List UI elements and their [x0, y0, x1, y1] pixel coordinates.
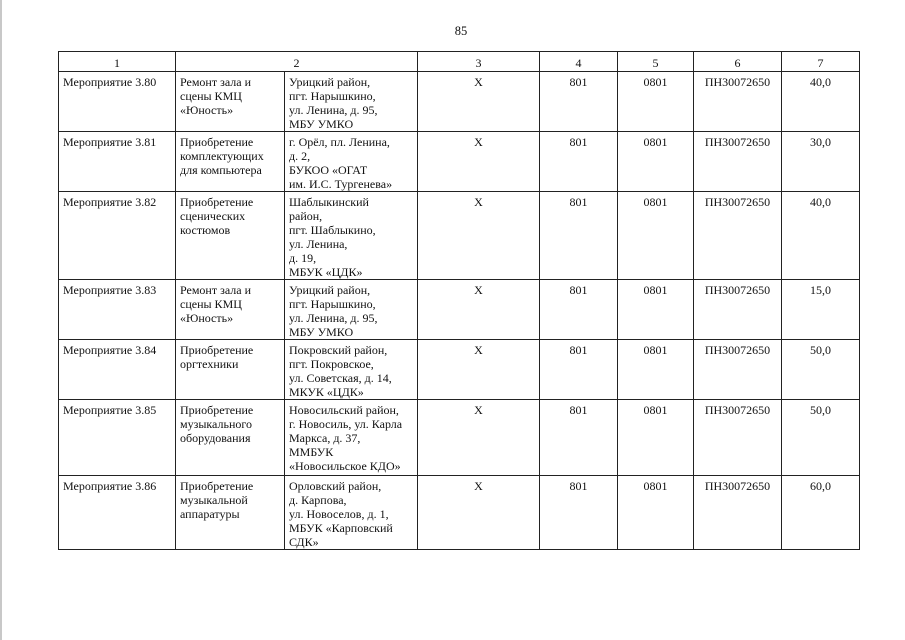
location-cell: Покровский район, пгт. Покровское, ул. Советская, д. 14, МКУК «ЦДК»	[285, 340, 418, 400]
amount-cell: 50,0	[782, 400, 860, 476]
location-cell: Шаблыкинский район, пгт. Шаблыкино, ул. Ленина, д. 19, МБУК «ЦДК»	[285, 192, 418, 280]
table-row	[59, 132, 860, 192]
code-801-cell: 801	[540, 280, 618, 340]
target-article-cell: ПН30072650	[694, 132, 782, 192]
name-cell: Приобретение сценических костюмов	[176, 192, 285, 280]
code-x-cell: Х	[418, 280, 540, 340]
table-row	[59, 340, 860, 400]
column-header: 5	[618, 52, 694, 72]
location-cell: Орловский район, д. Карпова, ул. Новоселов, д. 1, МБУК «Карповский СДК»	[285, 476, 418, 550]
code-0801-cell: 0801	[618, 192, 694, 280]
page-number: 85	[454, 24, 468, 38]
name-cell: Приобретение музыкального оборудования	[176, 400, 285, 476]
name-cell: Приобретение комплектующих для компьютера	[176, 132, 285, 192]
name-cell: Приобретение оргтехники	[176, 340, 285, 400]
amount-cell: 50,0	[782, 340, 860, 400]
target-article-cell: ПН30072650	[694, 72, 782, 132]
table-row	[59, 280, 860, 340]
scan-edge-line	[0, 0, 2, 640]
event-cell: Мероприятие 3.82	[59, 192, 176, 280]
name-cell: Приобретение музыкальной аппаратуры	[176, 476, 285, 550]
location-cell: Новосильский район, г. Новосиль, ул. Карла Маркса, д. 37, ММБУК «Новосильское КДО»	[285, 400, 418, 476]
target-article-cell: ПН30072650	[694, 340, 782, 400]
event-cell: Мероприятие 3.84	[59, 340, 176, 400]
code-x-cell: Х	[418, 72, 540, 132]
event-cell: Мероприятие 3.85	[59, 400, 176, 476]
code-0801-cell: 0801	[618, 400, 694, 476]
amount-cell: 15,0	[782, 280, 860, 340]
code-0801-cell: 0801	[618, 72, 694, 132]
column-header: 7	[782, 52, 860, 72]
code-801-cell: 801	[540, 400, 618, 476]
column-header: 2	[176, 52, 418, 72]
code-x-cell: Х	[418, 340, 540, 400]
column-header: 4	[540, 52, 618, 72]
location-cell: г. Орёл, пл. Ленина, д. 2, БУКОО «ОГАТ им. И.С. Тургенева»	[285, 132, 418, 192]
table-row	[59, 72, 860, 132]
column-header: 3	[418, 52, 540, 72]
code-0801-cell: 0801	[618, 476, 694, 550]
event-cell: Мероприятие 3.80	[59, 72, 176, 132]
table-row	[59, 192, 860, 280]
target-article-cell: ПН30072650	[694, 280, 782, 340]
location-cell: Урицкий район, пгт. Нарышкино, ул. Ленина, д. 95, МБУ УМКО	[285, 72, 418, 132]
code-x-cell: Х	[418, 476, 540, 550]
code-801-cell: 801	[540, 340, 618, 400]
column-number-row	[59, 52, 860, 72]
target-article-cell: ПН30072650	[694, 192, 782, 280]
code-0801-cell: 0801	[618, 132, 694, 192]
code-0801-cell: 0801	[618, 340, 694, 400]
code-x-cell: Х	[418, 192, 540, 280]
target-article-cell: ПН30072650	[694, 476, 782, 550]
amount-cell: 40,0	[782, 192, 860, 280]
code-0801-cell: 0801	[618, 280, 694, 340]
measures-table	[58, 51, 860, 550]
code-801-cell: 801	[540, 192, 618, 280]
code-801-cell: 801	[540, 476, 618, 550]
target-article-cell: ПН30072650	[694, 400, 782, 476]
table-row	[59, 400, 860, 476]
name-cell: Ремонт зала и сцены КМЦ «Юность»	[176, 280, 285, 340]
table-row	[59, 476, 860, 550]
event-cell: Мероприятие 3.86	[59, 476, 176, 550]
amount-cell: 40,0	[782, 72, 860, 132]
column-header: 1	[59, 52, 176, 72]
code-x-cell: Х	[418, 400, 540, 476]
amount-cell: 30,0	[782, 132, 860, 192]
code-801-cell: 801	[540, 72, 618, 132]
column-header: 6	[694, 52, 782, 72]
event-cell: Мероприятие 3.81	[59, 132, 176, 192]
code-801-cell: 801	[540, 132, 618, 192]
amount-cell: 60,0	[782, 476, 860, 550]
location-cell: Урицкий район, пгт. Нарышкино, ул. Ленина, д. 95, МБУ УМКО	[285, 280, 418, 340]
name-cell: Ремонт зала и сцены КМЦ «Юность»	[176, 72, 285, 132]
code-x-cell: Х	[418, 132, 540, 192]
event-cell: Мероприятие 3.83	[59, 280, 176, 340]
